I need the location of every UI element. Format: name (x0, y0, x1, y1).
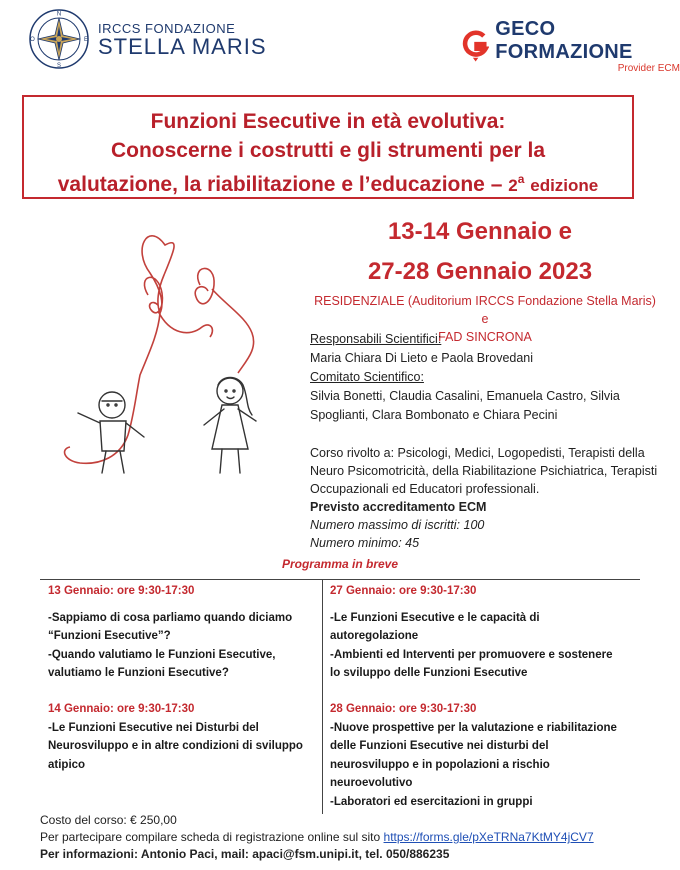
day-13-header: 13 Gennaio: ore 9:30-17:30 (48, 585, 195, 597)
registration-link[interactable]: https://forms.gle/pXeTRNa7KtMY4jCV7 (383, 830, 594, 844)
seal-letter-s: S (56, 63, 62, 69)
target-line1: Corso rivolto a: Psicologi, Medici, Logopedisti, Terapisti della (310, 446, 645, 460)
responsabili-label: Responsabili Scientifici: (310, 332, 442, 346)
venue-line2: FAD SINCRONA (438, 330, 532, 344)
org-name-line1: IRCCS FONDAZIONE (98, 20, 236, 36)
program-day-13 (48, 582, 320, 683)
target-line2: Neuro Psicomotricità, della Riabilitazione Psichiatrica, Terapisti (310, 464, 658, 478)
footer-info (40, 812, 594, 863)
registration-line (40, 829, 594, 846)
title-line2: Conoscerne i costrutti e gli strumenti per la (110, 139, 546, 162)
course-cost: Costo del corso: € 250,00 (40, 813, 177, 827)
ecm-accreditation: Previsto accreditamento ECM (310, 500, 487, 514)
program-day-28 (330, 700, 640, 811)
day-28-line5: -Laboratori ed esercitazioni in gruppi (330, 795, 533, 808)
edition-number: 2 (508, 176, 518, 195)
stella-maris-logo (28, 8, 267, 70)
geco-provider-label: Provider ECM (617, 63, 680, 74)
program-title: Programma in breve (281, 557, 399, 571)
day-14-line2: Neurosviluppo e in altre condizioni di sviluppo (48, 740, 303, 752)
edition-superscript: a (517, 172, 525, 186)
day-28-line4: neuroevolutivo (330, 777, 413, 789)
min-participants: Numero minimo: 45 (310, 536, 420, 550)
title-line3: valutazione, la riabilitazione e l’educazione – (57, 173, 503, 196)
day-27-header: 27 Gennaio: ore 9:30-17:30 (330, 585, 477, 597)
target-line3: Occupazionali ed Educatori professionali. (310, 482, 540, 496)
day-28-line2: delle Funzioni Esecutive nei disturbi del (330, 740, 549, 752)
max-participants: Numero massimo di iscritti: 100 (310, 518, 485, 532)
registration-text: Per partecipare compilare scheda di registrazione online sul sito (40, 830, 381, 844)
compass-seal-icon (28, 8, 90, 70)
comitato-line1: Silvia Bonetti, Claudia Casalini, Emanuela Castro, Silvia (310, 389, 620, 403)
comitato-line2: Spoglianti, Clara Bombonato e Chiara Pecini (310, 408, 558, 422)
dates-line1: 13-14 Gennaio e (387, 218, 573, 245)
course-target-info (310, 444, 660, 552)
geco-brand-name: GECO FORMAZIONE (495, 18, 633, 63)
geco-logo (462, 18, 680, 74)
program-table (40, 579, 640, 814)
day-13-line4: valutiamo le Funzioni Esecutive? (48, 667, 229, 679)
responsabili-names: Maria Chiara Di Lieto e Paola Brovedani (310, 351, 534, 365)
day-27-line1: -Le Funzioni Esecutive e le capacità di (330, 611, 540, 624)
children-balloons-illustration (40, 225, 320, 480)
dates-line2: 27-28 Gennaio 2023 (367, 258, 593, 285)
day-28-line3: neurosviluppo e in popolazioni a rischio (330, 758, 550, 771)
program-day-14 (48, 700, 320, 774)
org-name-line2: STELLA MARIS (98, 33, 267, 59)
day-14-header: 14 Gennaio: ore 9:30-17:30 (48, 703, 195, 715)
title-line3-wrap (24, 165, 632, 200)
seal-letter-o: O (30, 37, 35, 43)
seal-letter-n: N (56, 11, 62, 18)
edition-word: edizione (530, 176, 599, 195)
program-day-27 (330, 582, 640, 683)
course-dates (310, 212, 650, 292)
day-13-line2: “Funzioni Esecutive”? (48, 630, 171, 642)
comitato-label: Comitato Scientifico: (310, 370, 424, 384)
day-27-line4: lo sviluppo delle Funzioni Esecutive (330, 667, 528, 679)
day-28-line1: -Nuove prospettive per la valutazione e riabilitazione (330, 721, 617, 734)
scientific-info (310, 330, 660, 425)
seal-letter-e: E (83, 37, 89, 43)
title-line1: Funzioni Esecutive in età evolutiva: (150, 110, 506, 133)
venue-line1: RESIDENZIALE (Auditorium IRCCS Fondazione Stella Maris) e (314, 294, 656, 326)
day-14-line1: -Le Funzioni Esecutive nei Disturbi del (48, 721, 259, 734)
day-27-line2: autoregolazione (330, 630, 419, 642)
day-28-header: 28 Gennaio: ore 9:30-17:30 (330, 703, 477, 715)
day-27-line3: -Ambienti ed Interventi per promuovere e sostenere (330, 648, 613, 661)
program-column-divider (322, 580, 323, 814)
day-13-line3: -Quando valutiamo le Funzioni Esecutive, (48, 648, 276, 661)
contact-info: Per informazioni: Antonio Paci, mail: apaci@fsm.unipi.it, tel. 050/886235 (40, 847, 450, 861)
course-title-box (22, 95, 634, 199)
day-13-line1: -Sappiamo di cosa parliamo quando diciamo (48, 611, 293, 624)
day-14-line3: atipico (48, 758, 86, 771)
geco-g-icon (462, 29, 489, 63)
